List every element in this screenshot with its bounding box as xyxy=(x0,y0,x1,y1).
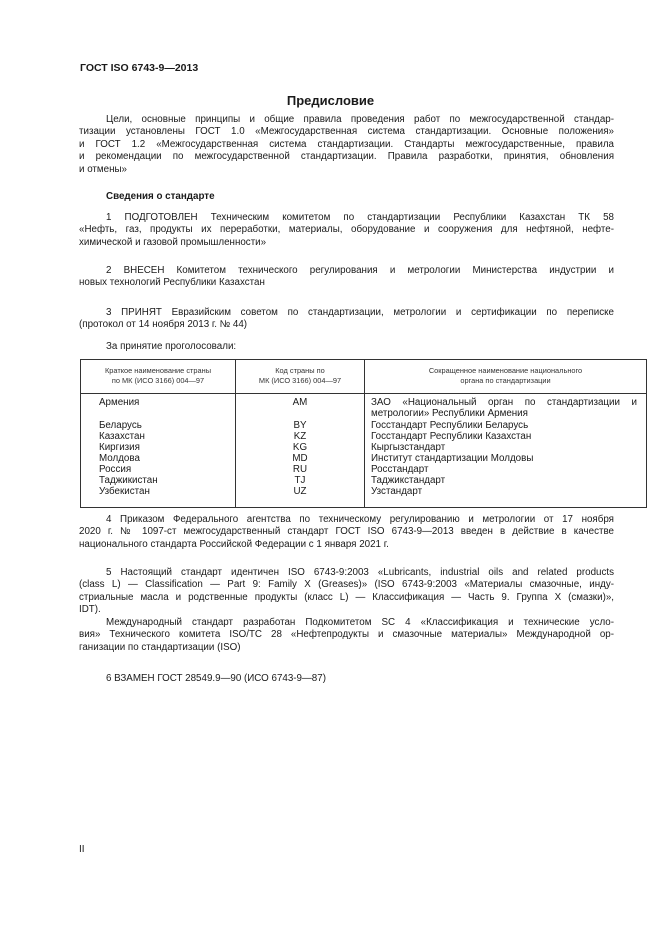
intro-line: и отмены» xyxy=(79,163,127,175)
table-cell-org: Росстандарт xyxy=(371,464,429,475)
item-6-line: 6 ВЗАМЕН ГОСТ 28549.9—90 (ИСО 6743-9—87) xyxy=(106,673,326,684)
intro-paragraph xyxy=(79,114,614,176)
table-cell-code: UZ xyxy=(293,486,307,497)
table-cell-org: Институт стандартизации Молдовы xyxy=(371,453,534,464)
item-5 xyxy=(79,567,614,617)
item-4 xyxy=(79,514,614,551)
item-5b-line: Международный стандарт разработан Подкомитетом SC 4 «Классификация и технические усло- xyxy=(106,617,614,628)
doc-code-header: ГОСТ ISO 6743-9—2013 xyxy=(80,62,199,74)
item-5-line: (class L) — Classification — Part 9: Family X (Greases)» (ISO 6743-9:2003 «Материалы смазочные, инду- xyxy=(79,579,614,591)
org-line: ЗАО «Национальный орган по стандартизации и xyxy=(371,397,637,408)
table-cell-country: Беларусь xyxy=(99,420,142,431)
table-cell-org: Госстандарт Республики Казахстан xyxy=(371,431,532,442)
item-1 xyxy=(79,212,614,249)
org-line: метрологии» Республики Армения xyxy=(371,408,528,420)
item-3-line: 3 ПРИНЯТ Евразийским советом по стандартизации, метрологии и сертификации по переписке xyxy=(106,307,614,318)
item-1-line: химической и газовой промышленности» xyxy=(79,236,267,248)
table-cell-country: Киргизия xyxy=(99,442,140,453)
table-header-org xyxy=(365,366,646,386)
info-heading: Сведения о стандарте xyxy=(106,191,215,202)
intro-line: Цели, основные принципы и общие правила проведения работ по межгосударственной стандар- xyxy=(106,114,614,125)
table-cell-org xyxy=(371,397,637,419)
item-2-line: новых технологий Республики Казахстан xyxy=(79,277,265,289)
table-cell-org: Госстандарт Республики Беларусь xyxy=(371,420,529,431)
header-line: Код страны по xyxy=(275,366,325,375)
voting-table xyxy=(80,359,647,508)
item-4-line: национального стандарта Российской Федерации с 1 января 2021 г. xyxy=(79,538,389,550)
voted-label: За принятие проголосовали: xyxy=(106,341,237,352)
table-cell-code: MD xyxy=(292,453,308,464)
table-cell-code: RU xyxy=(292,464,308,475)
table-cell-country: Молдова xyxy=(99,453,140,464)
item-2 xyxy=(79,265,614,290)
item-3-line: (протокол от 14 ноября 2013 г. № 44) xyxy=(79,319,248,331)
page-number: II xyxy=(79,844,85,855)
item-5b-line: вия» Технического комитета ISO/TC 28 «Нефтепродукты и смазочные материалы» Международной ор- xyxy=(79,629,614,641)
table-cell-code: KZ xyxy=(293,431,307,442)
item-2-line: 2 ВНЕСЕН Комитетом технического регулирования и метрологии Министерства индустрии и xyxy=(106,265,614,276)
table-cell-country: Таджикистан xyxy=(99,475,158,486)
item-5b-line: ганизации по стандартизации (ISO) xyxy=(79,641,241,653)
header-line: органа по стандартизации xyxy=(460,376,551,385)
table-cell-code: TJ xyxy=(294,475,306,486)
header-line: Краткое наименование страны xyxy=(104,366,212,375)
table-header-code xyxy=(236,366,364,386)
item-6 xyxy=(79,673,614,685)
header-line: МК (ИСО 3166) 004—97 xyxy=(258,376,342,385)
item-4-line: 2020 г. № 1097-ст межгосударственный стандарт ГОСТ ISO 6743-9—2013 введен в действие в качестве xyxy=(79,526,614,538)
table-cell-org: Узстандарт xyxy=(371,486,423,497)
header-line: по МК (ИСО 3166) 004—97 xyxy=(111,376,205,385)
table-cell-code: KG xyxy=(292,442,308,453)
table-cell-country: Узбекистан xyxy=(99,486,150,497)
item-1-line: 1 ПОДГОТОВЛЕН Техническим комитетом по стандартизации Республики Казахстан ТК 58 xyxy=(106,212,614,223)
info-heading-block xyxy=(79,191,614,203)
table-cell-code: AM xyxy=(292,397,308,408)
item-5-line: 5 Настоящий стандарт идентичен ISO 6743-9:2003 «Lubricants, industrial oils and related products xyxy=(106,567,614,578)
page-title: Предисловие xyxy=(286,93,375,108)
table-cell-code: BY xyxy=(293,420,307,431)
item-1-line: «Нефть, газ, продукты их переработки, материалы, оборудование и сооружения для нефтяной, нефте- xyxy=(79,224,614,236)
table-cell-country: Армения xyxy=(99,397,140,408)
table-cell-country: Казахстан xyxy=(99,431,145,442)
intro-line: и рекомендации по межгосударственной стандартизации. Правила разработки, принятия, обновления xyxy=(79,151,614,163)
item-5-line: стриальные масла и родственные продукты (класс L) — Классификация — Часть 9. Группа X (смазки)», xyxy=(79,591,614,603)
table-cell-org: Кыргызстандарт xyxy=(371,442,446,453)
intro-line: тизации установлены ГОСТ 1.0 «Межгосударственная система стандартизации. Основные положения» xyxy=(79,126,614,138)
table-cell-country: Россия xyxy=(99,464,132,475)
item-4-line: 4 Приказом Федерального агентства по техническому регулированию и метрологии от 17 ноября xyxy=(106,514,614,525)
header-line: Сокращенное наименование национального xyxy=(428,366,583,375)
table-cell-org: Таджикстандарт xyxy=(371,475,446,486)
item-5-continuation xyxy=(79,617,614,654)
intro-line: и ГОСТ 1.2 «Межгосударственная система стандартизации. Стандарты межгосударственные, правила xyxy=(79,138,614,150)
item-5-line: IDT). xyxy=(79,604,101,616)
voted-label-block xyxy=(79,341,614,353)
item-3 xyxy=(79,307,614,332)
table-header-country xyxy=(81,366,235,386)
